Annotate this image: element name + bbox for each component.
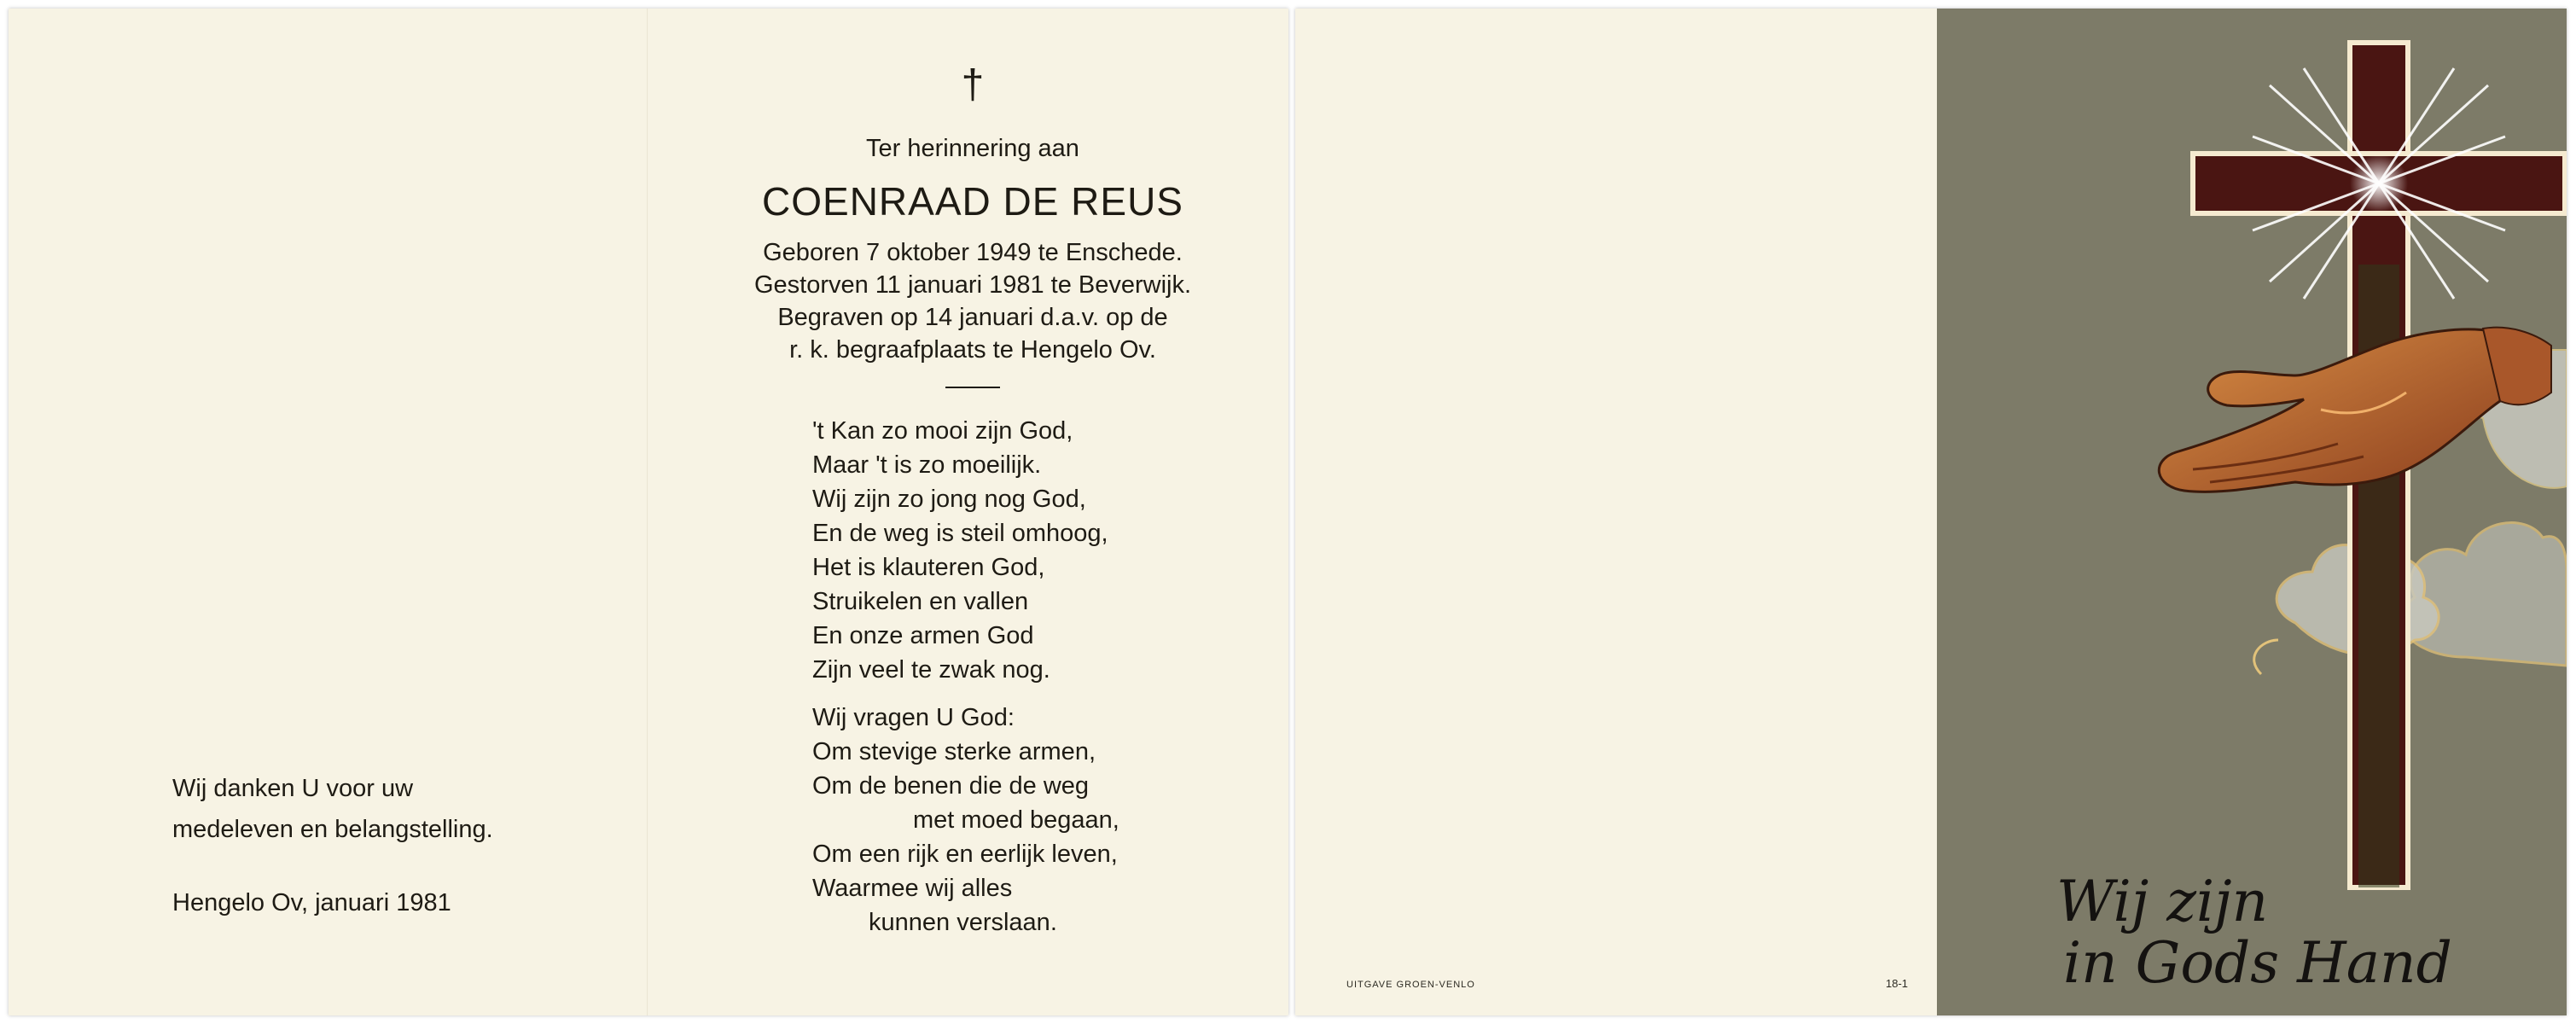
- thanks-line-1: Wij danken U voor uw: [172, 775, 414, 802]
- cover-artwork: [1937, 9, 2567, 1015]
- fact-born: Geboren 7 oktober 1949 te Enschede.: [763, 239, 1183, 266]
- fact-died: Gestorven 11 januari 1981 te Beverwijk.: [753, 271, 1192, 299]
- poem-line: Wij zijn zo jong nog God,: [812, 486, 1086, 513]
- cover-title: [2056, 871, 2452, 994]
- poem-line: En onze armen God: [812, 622, 1034, 649]
- poem-line: Wij vragen U God:: [812, 704, 1015, 731]
- poem-line: Struikelen en vallen: [812, 588, 1029, 615]
- poem-stanza-2: [812, 701, 1288, 940]
- thanks-line-2: medeleven en belangstelling.: [172, 816, 493, 843]
- memorial-card-inside: [9, 9, 1288, 1015]
- poem-line: Om een rijk en eerlijk leven,: [812, 841, 1118, 868]
- intro-text: Ter herinnering aan: [866, 135, 1079, 162]
- publisher-credit: UITGAVE GROEN-VENLO: [1346, 980, 1475, 990]
- poem-line: met moed begaan,: [913, 806, 1119, 834]
- poem-line: En de weg is steil omhoog,: [812, 520, 1108, 547]
- dagger-icon: †: [961, 62, 985, 108]
- thanks-block: [172, 768, 493, 923]
- poem-line: Om stevige sterke armen,: [812, 738, 1096, 765]
- cover-illustration: [1937, 9, 2567, 1015]
- poem-line: Zijn veel te zwak nog.: [812, 656, 1050, 684]
- poem-line: Om de benen die de weg: [812, 772, 1090, 800]
- poem: [812, 414, 1288, 940]
- place-date: Hengelo Ov, januari 1981: [172, 889, 451, 916]
- fold-line: [647, 9, 648, 1015]
- life-facts: [657, 236, 1288, 366]
- cover-title-line-2: in Gods Hand: [2063, 930, 2452, 996]
- card-code: 18-1: [1886, 977, 1909, 990]
- fact-cemetery: r. k. begraafplaats te Hengelo Ov.: [789, 336, 1156, 364]
- poem-line: kunnen verslaan.: [869, 909, 1057, 936]
- memorial-text: [657, 60, 1288, 940]
- cover-title-line-1: Wij zijn: [2056, 869, 2269, 934]
- memorial-card-outside: [1295, 9, 2567, 1015]
- poem-line: 't Kan zo mooi zijn God,: [812, 417, 1073, 445]
- poem-stanza-1: [812, 414, 1288, 687]
- poem-line: Het is klauteren God,: [812, 554, 1045, 581]
- fact-buried: Begraven op 14 januari d.a.v. op de: [777, 304, 1168, 331]
- divider-line: [945, 387, 1000, 388]
- deceased-name: COENRAAD DE REUS: [762, 179, 1183, 224]
- poem-line: Waarmee wij alles: [812, 875, 1013, 902]
- poem-line: Maar 't is zo moeilijk.: [812, 451, 1042, 479]
